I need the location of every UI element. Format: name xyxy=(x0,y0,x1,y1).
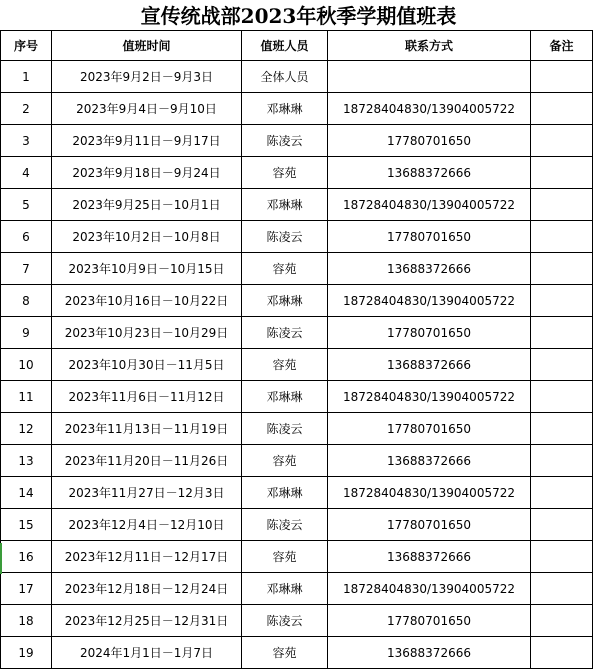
cell-period[interactable]: 2023年9月18日－9月24日 xyxy=(52,157,242,189)
table-row xyxy=(1,541,593,573)
cell-seq[interactable]: 10 xyxy=(1,349,52,381)
table-row xyxy=(1,477,593,509)
cell-period[interactable]: 2023年11月27日－12月3日 xyxy=(52,477,242,509)
cell-contact[interactable]: 13688372666 xyxy=(328,445,531,477)
table-row xyxy=(1,381,593,413)
cell-period[interactable]: 2023年10月23日－10月29日 xyxy=(52,317,242,349)
cell-note[interactable] xyxy=(531,637,593,669)
cell-contact[interactable]: 17780701650 xyxy=(328,413,531,445)
cell-period[interactable]: 2023年9月2日－9月3日 xyxy=(52,61,242,93)
cell-seq[interactable]: 19 xyxy=(1,637,52,669)
header-period[interactable]: 值班时间 xyxy=(52,31,242,61)
cell-seq[interactable]: 15 xyxy=(1,509,52,541)
cell-person[interactable]: 全体人员 xyxy=(242,61,328,93)
cell-contact[interactable]: 17780701650 xyxy=(328,317,531,349)
cell-person[interactable]: 邓琳琳 xyxy=(242,93,328,125)
cell-period[interactable]: 2023年11月13日－11月19日 xyxy=(52,413,242,445)
table-row xyxy=(1,189,593,221)
cell-note[interactable] xyxy=(531,509,593,541)
table-row xyxy=(1,125,593,157)
cell-contact[interactable]: 17780701650 xyxy=(328,605,531,637)
cell-note[interactable] xyxy=(531,61,593,93)
cell-period[interactable]: 2023年11月6日－11月12日 xyxy=(52,381,242,413)
cell-person[interactable]: 陈凌云 xyxy=(242,605,328,637)
cell-note[interactable] xyxy=(531,157,593,189)
table-row xyxy=(1,317,593,349)
cell-note[interactable] xyxy=(531,477,593,509)
cell-seq[interactable]: 14 xyxy=(1,477,52,509)
cell-contact[interactable]: 17780701650 xyxy=(328,221,531,253)
cell-seq[interactable]: 9 xyxy=(1,317,52,349)
cell-period[interactable]: 2023年12月25日－12月31日 xyxy=(52,605,242,637)
cell-contact[interactable]: 17780701650 xyxy=(328,125,531,157)
cell-seq[interactable]: 3 xyxy=(1,125,52,157)
cell-person[interactable]: 容苑 xyxy=(242,541,328,573)
cell-person[interactable]: 邓琳琳 xyxy=(242,381,328,413)
cell-person[interactable]: 容苑 xyxy=(242,157,328,189)
cell-seq[interactable]: 17 xyxy=(1,573,52,605)
header-note[interactable]: 备注 xyxy=(531,31,593,61)
cell-period[interactable]: 2023年11月20日－11月26日 xyxy=(52,445,242,477)
cell-note[interactable] xyxy=(531,605,593,637)
cell-seq[interactable]: 18 xyxy=(1,605,52,637)
header-contact[interactable]: 联系方式 xyxy=(328,31,531,61)
row-selection-marker xyxy=(0,543,2,574)
cell-person[interactable]: 容苑 xyxy=(242,445,328,477)
table-row xyxy=(1,413,593,445)
cell-seq[interactable]: 4 xyxy=(1,157,52,189)
cell-contact[interactable]: 17780701650 xyxy=(328,509,531,541)
cell-note[interactable] xyxy=(531,125,593,157)
cell-person[interactable]: 陈凌云 xyxy=(242,221,328,253)
table-row xyxy=(1,349,593,381)
table-body xyxy=(1,61,593,669)
cell-contact[interactable]: 18728404830/13904005722 xyxy=(328,477,531,509)
cell-contact[interactable]: 13688372666 xyxy=(328,637,531,669)
cell-note[interactable] xyxy=(531,573,593,605)
table-row xyxy=(1,285,593,317)
cell-person[interactable]: 陈凌云 xyxy=(242,125,328,157)
cell-contact[interactable]: 18728404830/13904005722 xyxy=(328,93,531,125)
cell-person[interactable]: 邓琳琳 xyxy=(242,285,328,317)
cell-seq[interactable]: 7 xyxy=(1,253,52,285)
cell-person[interactable]: 陈凌云 xyxy=(242,413,328,445)
table-row xyxy=(1,253,593,285)
cell-note[interactable] xyxy=(531,317,593,349)
cell-person[interactable]: 容苑 xyxy=(242,349,328,381)
cell-seq[interactable]: 1 xyxy=(1,61,52,93)
cell-note[interactable] xyxy=(531,189,593,221)
cell-period[interactable]: 2023年10月2日－10月8日 xyxy=(52,221,242,253)
header-person[interactable]: 值班人员 xyxy=(242,31,328,61)
header-seq[interactable]: 序号 xyxy=(1,31,52,61)
cell-contact[interactable]: 18728404830/13904005722 xyxy=(328,381,531,413)
cell-period[interactable]: 2023年10月9日－10月15日 xyxy=(52,253,242,285)
cell-seq[interactable]: 5 xyxy=(1,189,52,221)
cell-contact[interactable]: 13688372666 xyxy=(328,349,531,381)
cell-person[interactable]: 陈凌云 xyxy=(242,509,328,541)
cell-person[interactable]: 邓琳琳 xyxy=(242,189,328,221)
cell-person[interactable]: 陈凌云 xyxy=(242,317,328,349)
cell-period[interactable]: 2023年9月4日－9月10日 xyxy=(52,93,242,125)
cell-period[interactable]: 2023年9月11日－9月17日 xyxy=(52,125,242,157)
cell-note[interactable] xyxy=(531,349,593,381)
cell-person[interactable]: 邓琳琳 xyxy=(242,573,328,605)
cell-period[interactable]: 2023年10月30日－11月5日 xyxy=(52,349,242,381)
cell-note[interactable] xyxy=(531,381,593,413)
table-row xyxy=(1,605,593,637)
cell-note[interactable] xyxy=(531,253,593,285)
cell-period[interactable]: 2023年10月16日－10月22日 xyxy=(52,285,242,317)
cell-contact[interactable] xyxy=(328,61,531,93)
cell-period[interactable]: 2023年12月4日－12月10日 xyxy=(52,509,242,541)
cell-seq[interactable]: 16 xyxy=(1,541,52,573)
cell-contact[interactable]: 18728404830/13904005722 xyxy=(328,189,531,221)
cell-note[interactable] xyxy=(531,445,593,477)
cell-note[interactable] xyxy=(531,285,593,317)
cell-seq[interactable]: 12 xyxy=(1,413,52,445)
cell-period[interactable]: 2023年12月11日－12月17日 xyxy=(52,541,242,573)
duty-table xyxy=(0,30,593,669)
cell-contact[interactable]: 13688372666 xyxy=(328,253,531,285)
cell-note[interactable] xyxy=(531,413,593,445)
cell-person[interactable]: 容苑 xyxy=(242,253,328,285)
table-row xyxy=(1,93,593,125)
table-row xyxy=(1,221,593,253)
table-row xyxy=(1,61,593,93)
cell-period[interactable]: 2023年12月18日－12月24日 xyxy=(52,573,242,605)
cell-note[interactable] xyxy=(531,93,593,125)
table-row xyxy=(1,445,593,477)
table-row xyxy=(1,509,593,541)
cell-person[interactable]: 容苑 xyxy=(242,637,328,669)
table-row xyxy=(1,573,593,605)
cell-contact[interactable]: 13688372666 xyxy=(328,157,531,189)
cell-contact[interactable]: 18728404830/13904005722 xyxy=(328,573,531,605)
sheet-title: 宣传统战部2023年秋季学期值班表 xyxy=(140,4,457,28)
header-row xyxy=(1,31,593,61)
cell-person[interactable]: 邓琳琳 xyxy=(242,477,328,509)
cell-note[interactable] xyxy=(531,541,593,573)
table-row xyxy=(1,157,593,189)
cell-seq[interactable]: 11 xyxy=(1,381,52,413)
cell-contact[interactable]: 18728404830/13904005722 xyxy=(328,285,531,317)
cell-period[interactable]: 2023年9月25日－10月1日 xyxy=(52,189,242,221)
cell-seq[interactable]: 2 xyxy=(1,93,52,125)
cell-note[interactable] xyxy=(531,221,593,253)
cell-seq[interactable]: 8 xyxy=(1,285,52,317)
table-row xyxy=(1,637,593,669)
cell-contact[interactable]: 13688372666 xyxy=(328,541,531,573)
cell-period[interactable]: 2024年1月1日－1月7日 xyxy=(52,637,242,669)
cell-seq[interactable]: 13 xyxy=(1,445,52,477)
cell-seq[interactable]: 6 xyxy=(1,221,52,253)
